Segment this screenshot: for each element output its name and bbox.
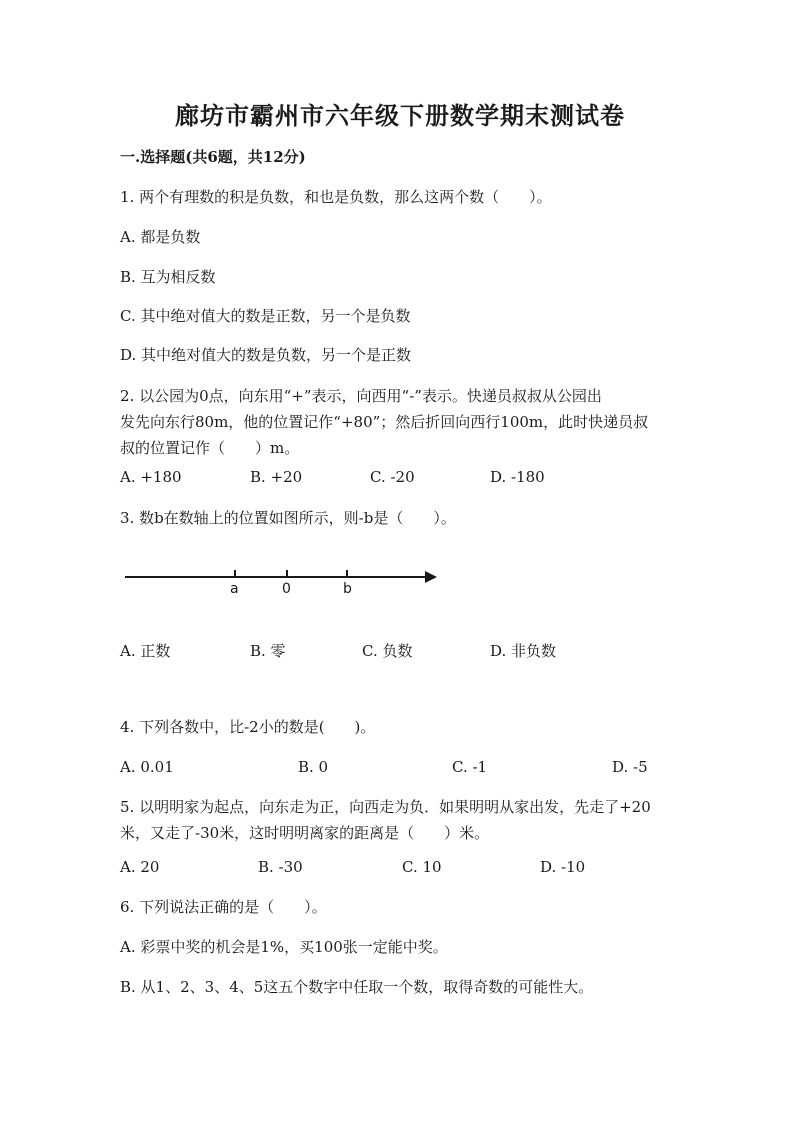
q6-option-b: B. 从1、2、3、4、5这五个数字中任取一个数，取得奇数的可能性大。	[120, 978, 594, 996]
number-line-figure	[125, 562, 445, 602]
section-heading: 一.选择题(共6题，共12分)	[120, 148, 306, 166]
number-line-label-a: a	[230, 581, 239, 597]
q3-option-c: C. 负数	[362, 642, 413, 660]
q4-option-b: B. 0	[298, 758, 329, 776]
q2-stem-line-3: 叔的位置记作（ ）m。	[120, 439, 300, 457]
q5-option-a: A. 20	[120, 858, 160, 876]
q5-stem-line-2: 米，又走了-30米，这时明明离家的距离是（ ）米。	[120, 824, 490, 842]
q5-option-d: D. -10	[540, 858, 586, 876]
q1-option-b: B. 互为相反数	[120, 268, 216, 286]
q2-option-b: B. +20	[250, 468, 303, 486]
number-line-label-b: b	[343, 581, 352, 597]
q6-option-a: A. 彩票中奖的机会是1%，买100张一定能中奖。	[120, 938, 448, 956]
q2-stem-line-1: 2. 以公园为0点，向东用“+”表示，向西用“-”表示。快递员叔叔从公园出	[120, 387, 602, 405]
q1-option-d: D. 其中绝对值大的数是负数，另一个是正数	[120, 346, 412, 364]
q3-stem: 3. 数b在数轴上的位置如图所示，则-b是（ ）。	[120, 509, 456, 527]
q6-stem: 6. 下列说法正确的是（ ）。	[120, 898, 327, 916]
q4-option-d: D. -5	[612, 758, 648, 776]
number-line-arrow-icon	[425, 571, 437, 583]
q1-stem: 1. 两个有理数的积是负数，和也是负数，那么这两个数（ ）。	[120, 188, 552, 206]
q4-option-a: A. 0.01	[120, 758, 174, 776]
q3-option-d: D. 非负数	[490, 642, 557, 660]
q3-option-a: A. 正数	[120, 642, 171, 660]
q2-option-d: D. -180	[490, 468, 545, 486]
q5-stem-line-1: 5. 以明明家为起点，向东走为正，向西走为负．如果明明从家出发，先走了+20	[120, 798, 651, 816]
q3-option-b: B. 零	[250, 642, 286, 660]
number-line-label-0: 0	[282, 581, 291, 597]
q2-option-c: C. -20	[370, 468, 415, 486]
q1-option-a: A. 都是负数	[120, 228, 201, 246]
page-title: 廊坊市霸州市六年级下册数学期末测试卷	[175, 101, 625, 130]
q1-option-c: C. 其中绝对值大的数是正数，另一个是负数	[120, 307, 411, 325]
q2-stem-line-2: 发先向东行80m，他的位置记作“+80”；然后折回向西行100m，此时快递员叔	[120, 413, 649, 431]
q5-option-c: C. 10	[402, 858, 442, 876]
q4-option-c: C. -1	[452, 758, 488, 776]
q5-option-b: B. -30	[258, 858, 303, 876]
q4-stem: 4. 下列各数中，比-2小的数是( )。	[120, 718, 376, 736]
q2-option-a: A. +180	[120, 468, 182, 486]
